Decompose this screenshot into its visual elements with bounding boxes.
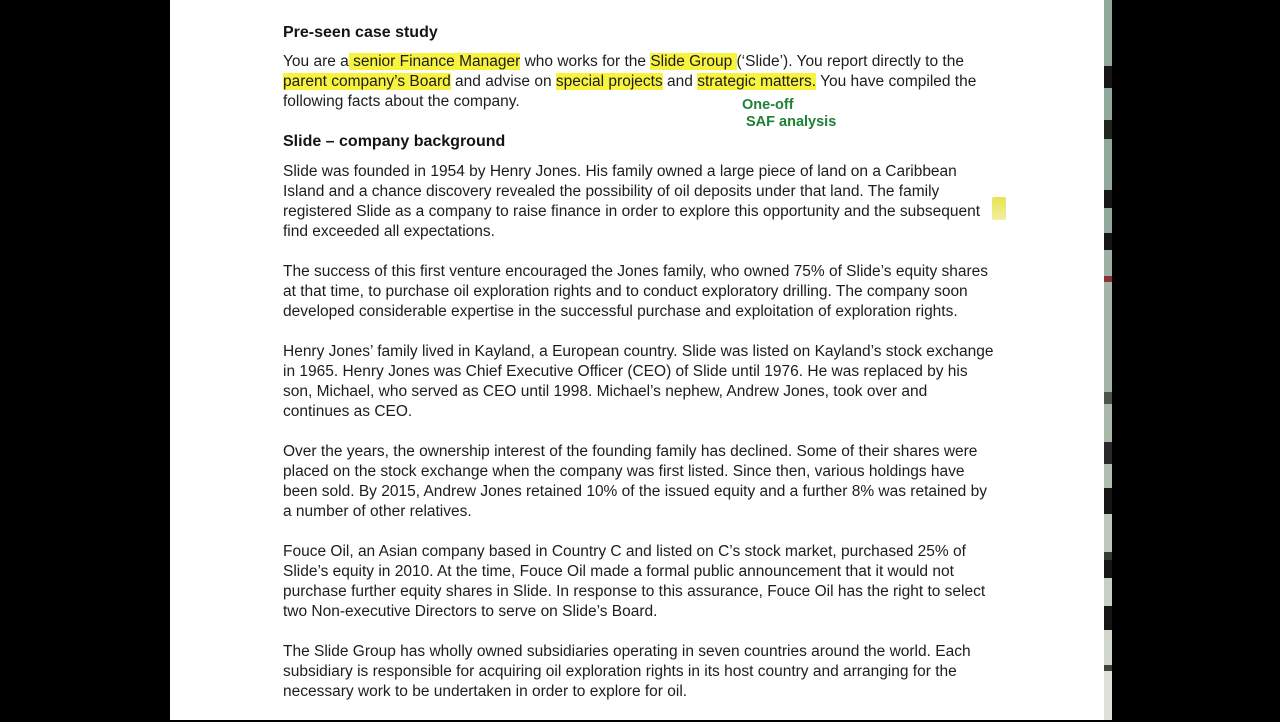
sliver-segment [1104, 233, 1112, 250]
sliver-segment [1104, 120, 1112, 139]
body-paragraph: Over the years, the ownership interest of the founding family has declined. Some of their shares were placed on the stock exchange when the company was first listed. Since then, various holdings have been sold. By 2015, Andrew Jones retained 10% of the issued equity and a further 8% was retained by a number of other relatives. [283, 443, 987, 520]
sliver-segment [1104, 139, 1112, 190]
body-paragraph: Slide was founded in 1954 by Henry Jones. His family owned a large piece of land on a Caribbean Island and a chance discovery revealed the possibility of oil deposits under that land. The family registered Slide as a company to raise finance in order to explore this opportunity and the subsequent find exceeded all expectations. [283, 163, 981, 240]
sliver-segment [1104, 560, 1112, 578]
body-paragraph: The success of this first venture encouraged the Jones family, who owned 75% of Slide’s equity shares at that time, to purchase oil exploration rights and to conduct exploratory drilling. The company soon developed considerable expertise in the successful purchase and exploitation of exploration rights. [283, 263, 989, 320]
body-paragraph: The Slide Group has wholly owned subsidiaries operating in seven countries around the world. Each subsidiary is responsible for acquiring oil exploration rights in its host country and arranging for the necessary work to be undertaken in order to explore for oil. [283, 643, 971, 700]
sliver-segment [1104, 250, 1112, 276]
plain-text: and [662, 73, 698, 90]
sliver-segment [1104, 442, 1112, 464]
highlighter-mark [992, 197, 1006, 220]
body-paragraphs [283, 162, 995, 702]
plain-text: and advise on [450, 73, 556, 90]
annotation-note [742, 97, 836, 130]
sliver-segment [1104, 0, 1112, 66]
sliver-segment [1104, 552, 1112, 560]
sliver-segment [1104, 464, 1112, 488]
body-paragraph: Henry Jones’ family lived in Kayland, a European country. Slide was listed on Kayland’s stock exchange in 1965. Henry Jones was Chief Executive Officer (CEO) of Slide until 1976. He was replaced by his son, Michael, who served as CEO until 1998. Michael’s nephew, Andrew Jones, took over and continues as CEO. [283, 343, 994, 420]
highlighted-text: special projects [555, 73, 663, 90]
sliver-segment [1104, 578, 1112, 606]
highlighted-text: parent company’s Board [283, 73, 451, 90]
annotation-line: One-off [742, 97, 794, 113]
sliver-segment [1104, 606, 1112, 630]
sliver-segment [1104, 208, 1112, 233]
document-content [283, 0, 995, 722]
sliver-segment [1104, 488, 1112, 514]
sliver-segment [1104, 392, 1112, 404]
sliver-segment [1104, 88, 1112, 120]
sliver-segment [1104, 630, 1112, 665]
section-heading: Slide – company background [283, 133, 506, 150]
plain-text: who works for the [520, 53, 651, 70]
doc-title: Pre-seen case study [283, 24, 438, 41]
sliver-segment [1104, 404, 1112, 442]
highlighted-text: strategic matters. [697, 73, 817, 90]
highlighted-text: senior Finance Manager [348, 53, 521, 70]
plain-text: (‘Slide’). You report directly to the [736, 53, 964, 70]
sliver-segment [1104, 282, 1112, 392]
sliver-segment [1104, 66, 1112, 88]
plain-text: You are a [283, 53, 349, 70]
document-page [170, 0, 1104, 720]
highlighted-text: Slide Group [650, 53, 737, 70]
body-paragraph: Fouce Oil, an Asian company based in Country C and listed on C’s stock market, purchased 25% of Slide’s equity in 2010. At the time, Fouce Oil made a formal public announcement that it would not purchase further equity shares in Slide. In response to this assurance, Fouce Oil has the right to select two Non-executive Directors to serve on Slide’s Board. [283, 543, 986, 620]
intro-paragraph [283, 52, 995, 112]
sliver-segment [1104, 190, 1112, 208]
plain-text: You have compiled the following facts about the company. [283, 73, 977, 110]
background-window-sliver [1104, 0, 1112, 720]
sliver-segment [1104, 671, 1112, 720]
annotation-line: SAF analysis [746, 113, 837, 130]
sliver-segment [1104, 514, 1112, 552]
